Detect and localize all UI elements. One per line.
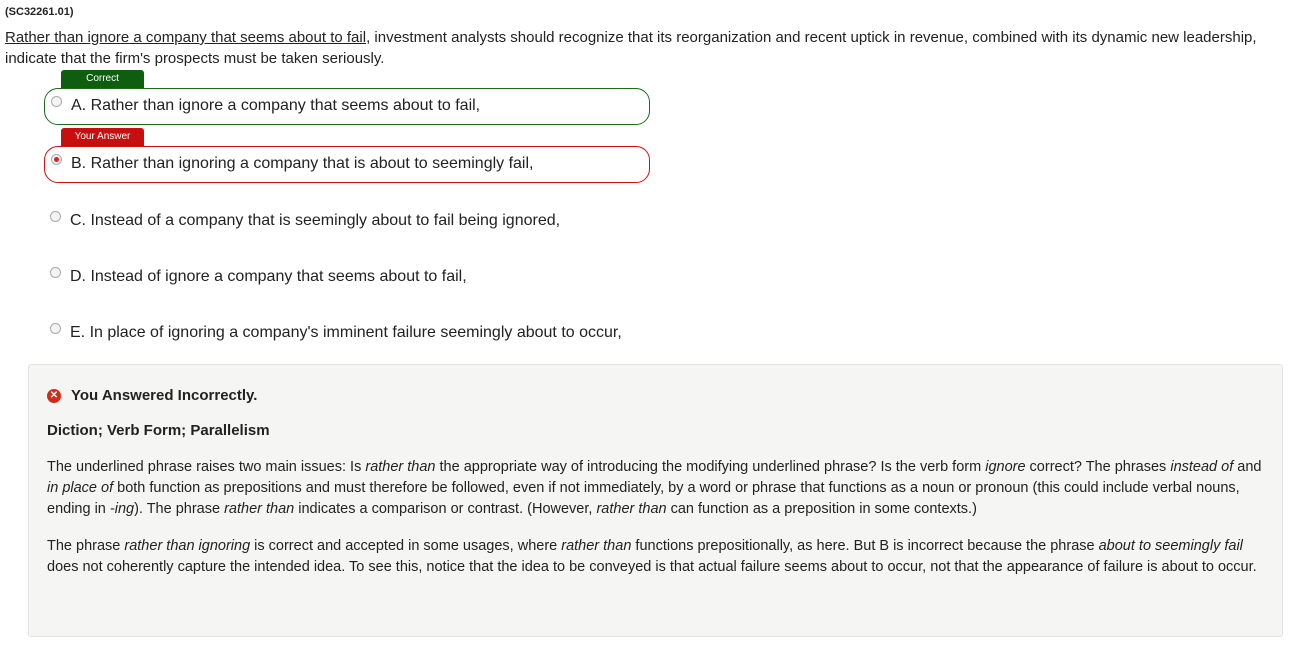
italic-term: rather than ignoring (124, 538, 251, 554)
correct-tag: Correct (61, 70, 144, 88)
option-b[interactable] (44, 146, 650, 183)
underlined-phrase: Rather than ignore a company that seems about to fail (5, 29, 367, 46)
text-segment: both function as prepositions and must therefore be followed, even if not immediately, by a word or phrase that functions as a noun or pronoun (this could include verbal nouns, ending in (47, 480, 1240, 517)
italic-term: rather than (365, 459, 436, 475)
stem-rest: , investment analysts should recognize that its reorganization and recent uptick in revenue, combined with its dynamic new leadership, indicate that the firm's prospects must be taken seriously. (5, 29, 1257, 67)
text-segment: is correct and accepted in some usages, where (250, 538, 562, 554)
option-label: D. Instead of ignore a company that seems about to fail, (70, 268, 467, 285)
text-segment: ). The phrase (134, 501, 225, 517)
radio-button[interactable] (50, 267, 61, 278)
option-d[interactable] (44, 260, 650, 297)
text-segment: the appropriate way of introducing the modifying underlined phrase? Is the verb form (435, 459, 986, 475)
result-title: You Answered Incorrectly. (71, 387, 258, 404)
option-label: A. Rather than ignore a company that seems about to fail, (71, 97, 481, 114)
italic-term: instead of (1170, 459, 1234, 475)
radio-button[interactable] (50, 323, 61, 334)
option-label: C. Instead of a company that is seemingly about to fail being ignored, (70, 212, 561, 229)
italic-term: rather than (224, 501, 295, 517)
text-segment: indicates a comparison or contrast. (However, (294, 501, 597, 517)
your-answer-tag: Your Answer (61, 128, 144, 146)
result-heading (47, 387, 257, 404)
italic-term: -ing (109, 501, 135, 517)
italic-term: rather than (561, 538, 632, 554)
option-a[interactable] (44, 88, 650, 125)
radio-button[interactable] (51, 96, 62, 107)
text-segment: does not coherently capture the intended idea. To see this, notice that the idea to be conveyed is that actual failure seems about to occur, not that the appearance of failure is about to occur. (47, 559, 1257, 575)
text-segment: The underlined phrase raises two main issues: Is (47, 459, 366, 475)
radio-button-selected[interactable] (51, 154, 62, 165)
italic-term: rather than (596, 501, 667, 517)
italic-term: about to seemingly fail (1098, 538, 1243, 554)
explanation-panel (28, 364, 1283, 637)
italic-term: in place of (47, 480, 114, 496)
question-stem (5, 27, 1295, 69)
option-label: E. In place of ignoring a company's imminent failure seemingly about to occur, (70, 324, 622, 341)
option-c[interactable] (44, 204, 650, 241)
text-segment: and (1233, 459, 1262, 475)
radio-button[interactable] (50, 211, 61, 222)
x-circle-icon: ✕ (47, 389, 61, 403)
text-segment: correct? The phrases (1025, 459, 1171, 475)
question-id: (SC32261.01) (5, 6, 74, 18)
italic-term: ignore (985, 459, 1026, 475)
text-segment: The phrase (47, 538, 125, 554)
explanation-paragraph-1 (47, 457, 1272, 520)
option-label: B. Rather than ignoring a company that is about to seemingly fail, (71, 155, 534, 172)
text-segment: functions prepositionally, as here. But B is incorrect because the phrase (631, 538, 1099, 554)
explanation-paragraph-2 (47, 536, 1272, 578)
text-segment: can function as a preposition in some contexts.) (666, 501, 977, 517)
option-e[interactable] (44, 316, 650, 353)
category-heading: Diction; Verb Form; Parallelism (47, 422, 270, 439)
